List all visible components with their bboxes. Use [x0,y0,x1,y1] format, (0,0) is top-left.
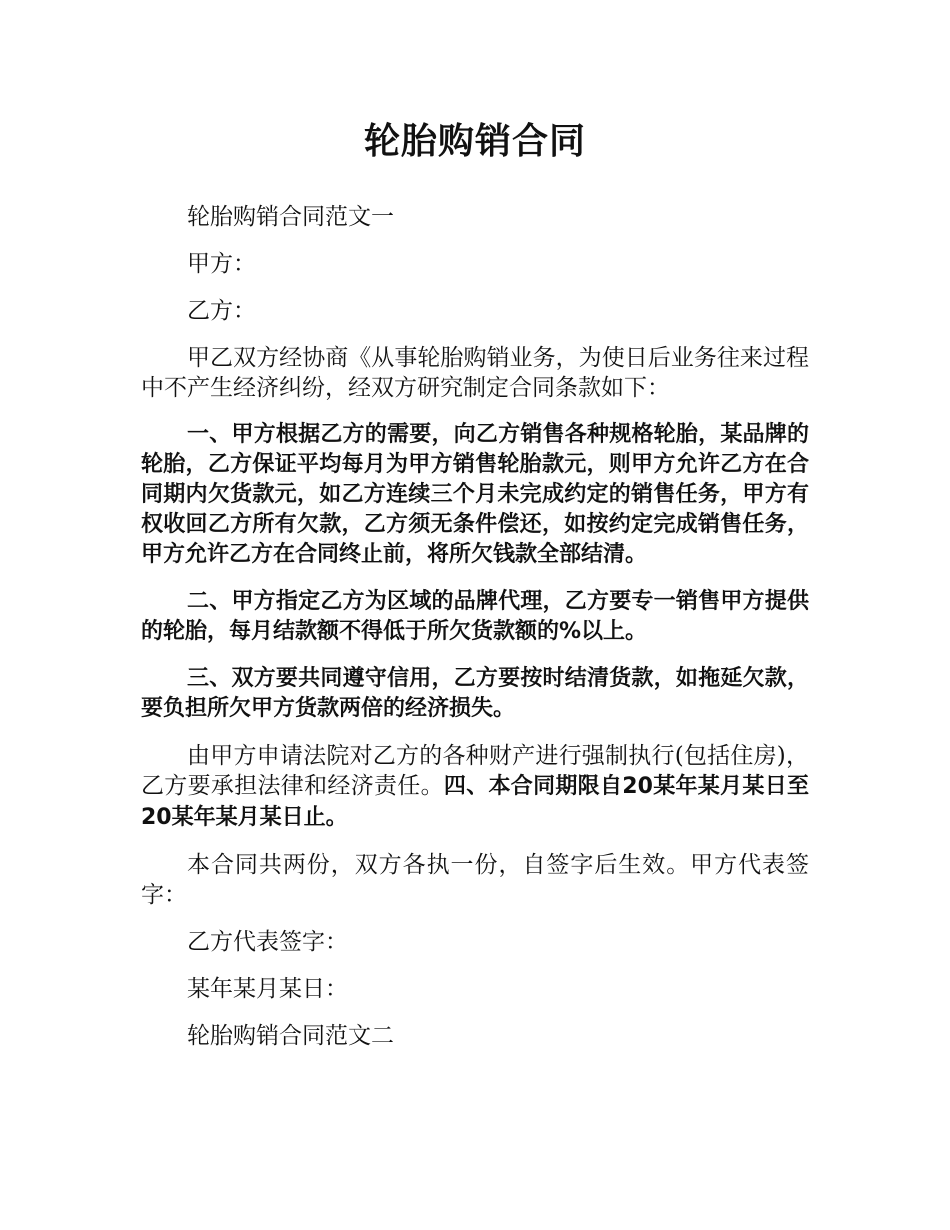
paragraph-sample-heading-1: 轮胎购销合同范文一 [187,204,394,230]
clause-4: 四、本合同期限自20某年某月某日至20某年某月某日止。 [141,774,809,830]
document-title: 轮胎购销合同 [363,121,586,162]
paragraph-copies: 本合同共两份，双方各执一份，自签字后生效。甲方代表签字： [141,852,809,908]
paragraph-party-b-signature: 乙方代表签字： [187,929,348,955]
document-body [141,202,809,1051]
paragraph-sample-heading-2: 轮胎购销合同范文二 [187,1023,394,1049]
clause-1: 一、甲方根据乙方的需要，向乙方销售各种规格轮胎，某品牌的轮胎，乙方保证平均每月为甲方销售轮胎款元，则甲方允许乙方在合同期内欠货款元，如乙方连续三个月未完成约定的销售任务，甲方有权收回乙方所有欠款，乙方须无条件偿还，如按约定完成销售任务，甲方允许乙方在合同终止前，将所欠钱款全部结清。 [141,422,809,567]
enforcement-text: 由甲方申请法院对乙方的各种财产进行强制执行(包括住房)，乙方要承担法律和经济责任。 [141,743,809,799]
paragraph-preamble: 甲乙双方经协商《从事轮胎购销业务，为使日后业务往来过程中不产生经济纠纷，经双方研究制定合同条款如下： [141,345,809,401]
paragraph-date: 某年某月某日： [187,976,348,1002]
paragraph-enforcement [141,741,809,833]
paragraph-party-b: 乙方： [187,298,256,324]
clause-2: 二、甲方指定乙方为区域的品牌代理，乙方要专一销售甲方提供的轮胎，每月结款额不得低于所欠货款额的%以上。 [141,589,809,644]
clause-3: 三、双方要共同遵守信用，乙方要按时结清货款，如拖延欠款，要负担所欠甲方货款两倍的经济损失。 [141,666,809,721]
paragraph-party-a: 甲方： [187,251,256,277]
